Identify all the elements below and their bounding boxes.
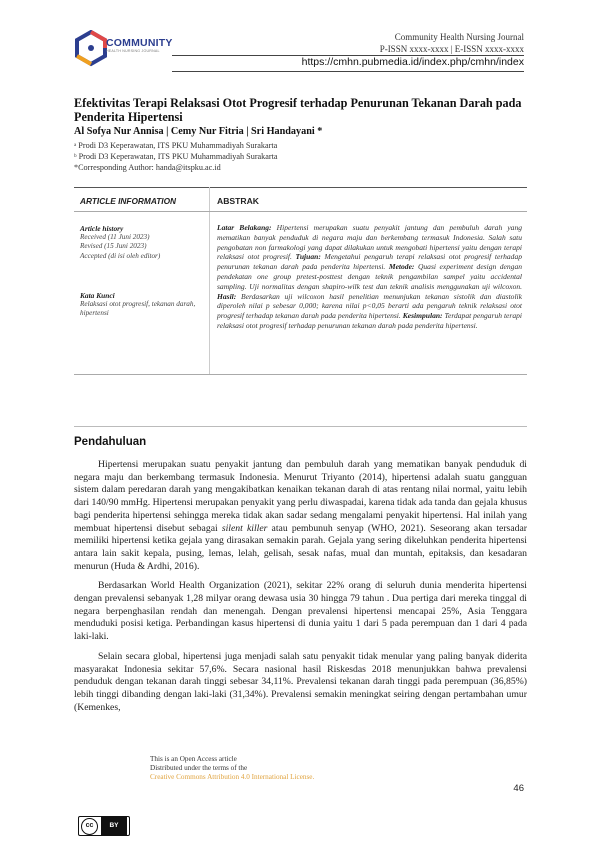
affiliation-a: ᵃ Prodi D3 Keperawatan, ITS PKU Muhammadiyah Surakarta [74,141,278,150]
abstract-conclusion: Terdapat pengaruh terapi relaksasi otot progresif terhadap penurunan tekanan darah pada penderita hipertensi. [217,311,522,330]
keywords-text: Relaksasi otot progresif, tekanan darah, hipertensi [80,300,196,318]
info-box-bottom-rule [74,374,527,375]
keywords-title: Kata Kunci [80,291,115,300]
logo-subtitle: HEALTH NURSING JOURNAL [106,49,160,53]
corresponding-author: *Corresponding Author: handa@itspku.ac.id [74,163,221,172]
article-history [80,224,205,261]
author-list: Al Sofya Nur Annisa | Cemy Nur Fitria | Sri Handayani * [74,126,323,137]
section-heading: Pendahuluan [74,436,147,448]
body-paragraph-1: Hipertensi merupakan suatu penyakit jantung dan pembuluh darah yang mematikan banyak penduduk di negara maju dan berkembang termasuk Indonesia. Menurut Triyanto (2014), hipertensi adalah suatu gangguan sistem dalam peredaran darah yang mengakibatkan kenaikan tekanan darah di atas rentang nilai normal, yaitu lebih dari 140/90 mmHg. Hipertensi merupakan penyakit yang perlu diwaspadai, karena tidak ada tanda dan gejala khusus bagi penderita hipertensi sehingga mereka tidak akan sadar sedang mengalami penyakit hipertensi. Hal inilah yang membuat hipertensi disebut sebagai silent killer atau pembunuh senyap (WHO, 2021). Seseorang akan tersadar memiliki hipertensi ketika gejala yang dirasakan semakin parah. Gejala yang sering dikeluhkan penderita hipertensi antara lain sakit kepala, pusing, lemas, lelah, gelisah, sesak nafas, mual dan muntah, epitaksis, dan kesadaran menurun (Huda & Ardhi, 2016). [74,459,527,572]
open-access-notice [150,755,314,782]
logo-emblem-icon [74,30,108,68]
oa-line-2: Distributed under the terms of the [150,763,248,772]
abstract-heading: ABSTRAK [217,196,260,206]
header-rule-bottom [172,71,524,72]
history-revised: Revised (15 Juni 2023) [80,242,147,251]
journal-name: Community Health Nursing Journal [394,32,524,42]
body-text [74,459,527,721]
keywords-block [80,291,202,319]
abstract-text [217,223,522,331]
oa-line-1: This is an Open Access article [150,755,237,763]
history-received: Received (11 Juni 2023) [80,233,150,241]
article-information-heading: ARTICLE INFORMATION [80,196,177,206]
body-paragraph-2: Berdasarkan World Health Organization (2021), sekitar 22% orang di seluruh dunia menderita hipertensi dengan prevalensi sebanyak 1,28 milyar orang dewasa usia 30 hingga 79 tahun . Dua pertiga dari mereka tinggal di negara berpenghasilan rendah dan menengah. Dengan prevalensi hipertensi mencapai 25%, Asia Tenggara menduduki posisi ketiga. Perbandingan kasus hipertensi di dunia yaitu 1 dari 5 pada perempuan dan 1 dari 4 pada laki-laki. [74,580,527,643]
journal-logo [74,28,174,70]
cc-icon: cc [81,818,98,835]
body-paragraph-3: Selain secara global, hipertensi juga menjadi salah satu penyakit tidak menular yang paling banyak diderita masyarakat Indonesia sekitar 57,6%. Secara nasional hasil Riskesdas 2018 menunjukkan bahwa prevalensi penduduk dengan tekanan darah tinggi sebesar 34,11%. Prevalensi tekanan darah tinggi pada perempuan (36,85%) lebih tinggi dibanding dengan laki-laki (31,34%). Prevalensi semakin meningkat seiring dengan pertambahan umur (Kemenkes, [74,650,527,713]
journal-url-link[interactable]: https://cmhn.pubmedia.id/index.php/cmhn/index [301,56,524,68]
abstract-aim-label: Tujuan: [295,252,321,262]
logo-wordmark: COMMUNITY [106,37,173,49]
license-link[interactable]: Creative Commons Attribution 4.0 International License. [150,772,315,781]
history-accepted: Accepted (di isi oleh editor) [80,251,161,260]
info-box-top-rule [74,187,527,188]
info-box-header-rule [74,211,527,212]
abstract-result-label: Hasil: [217,291,237,301]
article-title: Efektivitas Terapi Relaksasi Otot Progresif terhadap Penurunan Tekanan Darah pada Penderita Hipertensi [74,96,522,124]
cc-by-badge[interactable] [78,816,130,836]
issn: P-ISSN xxxx-xxxx | E-ISSN xxxx-xxxx [379,44,524,54]
info-box-divider [209,187,210,374]
abstract-conclusion-label: Kesimpulan: [402,311,443,321]
abstract-result: Berdasarkan uji wilcoxon hasil penelitian menunjukan tekanan sistolik dan diastolik diperoleh nilai p sebesar 0,000; karena nilai p<0,05 berarti ada pengaruh teknik relaksasi otot progresif terhadap tekanan darah pada penderita hipertensi. [217,291,522,321]
by-icon: BY [101,817,127,835]
page-number: 46 [513,783,524,794]
affiliation-b: ᵇ Prodi D3 Keperawatan, ITS PKU Muhammadiyah Surakarta [74,152,278,161]
abstract-method-label: Metode: [388,262,415,272]
abstract-background: Hipertensi merupakan suatu penyakit jantung dan pembuluh darah yang mematikan banyak penduduk di negara maju dan berkembang termasuk Indonesia. Salah satu pengobatan non farmakologi yang dapat dilakukan untuk mengobati hipertensi yaitu dengan terapi relaksasi otot progresif. [217,223,522,262]
section-rule [74,426,527,427]
abstract-background-label: Latar Belakang: [217,223,272,232]
abstract-method: Quasi experiment design dengan pendekatan one group pretest-posttest dengan teknik pengambilan sampel yaitu accidental sampling. Uji normalitas dengan shapiro-wilk test dan teknik analisis menggunakan uji wilcoxon. [217,262,523,291]
history-title: Article history [80,224,124,233]
abstract-aim: Mengetahui pengaruh terapi relaksasi otot progresif terhadap penurunan tekanan darah pada penderita hipertensi. [217,252,523,272]
silent-killer-term: silent killer [221,522,268,534]
